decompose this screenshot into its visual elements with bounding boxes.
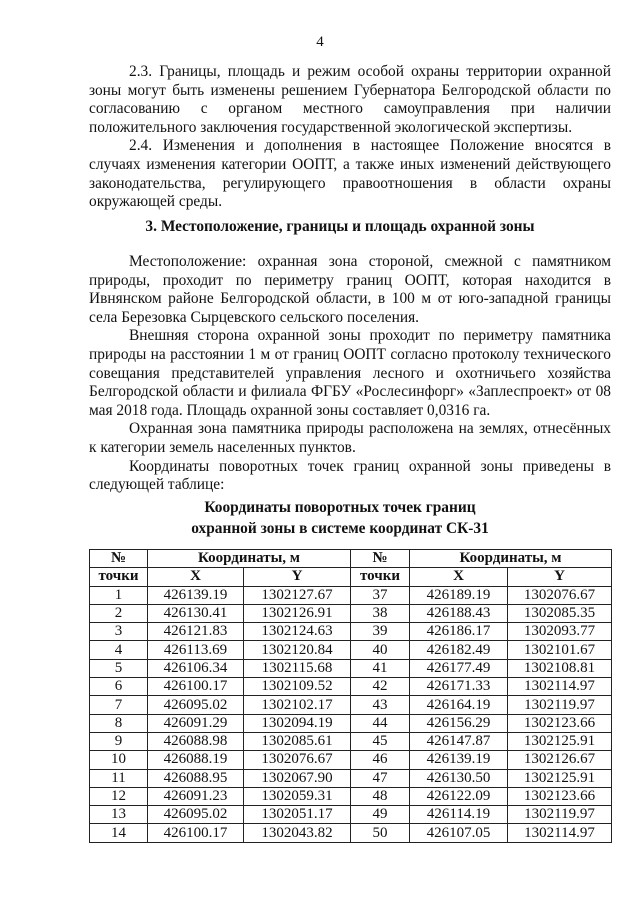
cell-x-left: 426121.83 xyxy=(148,623,244,641)
cell-x-right: 426164.19 xyxy=(410,696,508,714)
cell-point-right: 38 xyxy=(351,604,410,622)
cell-point-right: 50 xyxy=(351,824,410,842)
cell-x-left: 426091.29 xyxy=(148,714,244,732)
header-y-right: Y xyxy=(508,568,612,586)
table-row xyxy=(90,824,612,842)
cell-x-right: 426186.17 xyxy=(410,623,508,641)
table-row xyxy=(90,641,612,659)
table-body xyxy=(90,586,612,842)
header-point-number-left: № xyxy=(90,550,148,568)
table-row xyxy=(90,714,612,732)
cell-y-right: 1302114.97 xyxy=(508,678,612,696)
cell-point-left: 2 xyxy=(90,604,148,622)
cell-x-left: 426088.98 xyxy=(148,732,244,750)
cell-y-left: 1302115.68 xyxy=(244,659,351,677)
cell-point-left: 9 xyxy=(90,732,148,750)
cell-x-left: 426088.19 xyxy=(148,751,244,769)
cell-y-right: 1302123.66 xyxy=(508,787,612,805)
header-point-label-right: точки xyxy=(351,568,410,586)
header-x-left: X xyxy=(148,568,244,586)
paragraph-coordinates-intro: Координаты поворотных точек границ охранной зоны приведены в следующей таблице: xyxy=(89,457,611,494)
cell-x-right: 426156.29 xyxy=(410,714,508,732)
cell-x-right: 426182.49 xyxy=(410,641,508,659)
coordinates-table xyxy=(89,549,612,843)
cell-y-right: 1302119.97 xyxy=(508,806,612,824)
page-number: 4 xyxy=(316,34,324,50)
cell-y-right: 1302076.67 xyxy=(508,586,612,604)
cell-y-left: 1302043.82 xyxy=(244,824,351,842)
cell-x-left: 426113.69 xyxy=(148,641,244,659)
table-title-line-2: охранной зоны в системе координат СК-31 xyxy=(191,520,489,537)
header-coordinates-right: Координаты, м xyxy=(410,550,612,568)
table-row xyxy=(90,806,612,824)
header-x-right: X xyxy=(410,568,508,586)
cell-x-right: 426122.09 xyxy=(410,787,508,805)
cell-point-right: 46 xyxy=(351,751,410,769)
cell-point-right: 40 xyxy=(351,641,410,659)
table-row xyxy=(90,696,612,714)
cell-point-right: 48 xyxy=(351,787,410,805)
cell-y-right: 1302125.91 xyxy=(508,769,612,787)
cell-x-left: 426095.02 xyxy=(148,806,244,824)
cell-y-right: 1302114.97 xyxy=(508,824,612,842)
cell-y-left: 1302067.90 xyxy=(244,769,351,787)
header-point-label-left: точки xyxy=(90,568,148,586)
cell-point-right: 47 xyxy=(351,769,410,787)
cell-y-left: 1302109.52 xyxy=(244,678,351,696)
cell-point-left: 7 xyxy=(90,696,148,714)
table-title xyxy=(0,497,640,539)
cell-x-right: 426189.19 xyxy=(410,586,508,604)
cell-x-right: 426114.19 xyxy=(410,806,508,824)
header-y-left: Y xyxy=(244,568,351,586)
cell-y-right: 1302085.35 xyxy=(508,604,612,622)
table-header-row-2 xyxy=(90,568,612,586)
cell-point-left: 8 xyxy=(90,714,148,732)
cell-x-right: 426130.50 xyxy=(410,769,508,787)
cell-point-right: 37 xyxy=(351,586,410,604)
cell-point-left: 1 xyxy=(90,586,148,604)
cell-point-right: 45 xyxy=(351,732,410,750)
table-row xyxy=(90,586,612,604)
table-row xyxy=(90,787,612,805)
cell-x-right: 426107.05 xyxy=(410,824,508,842)
paragraph-outer-boundary: Внешняя сторона охранной зоны проходит по периметру памятника природы на расстоянии 1 м от границ ООПТ согласно протоколу технического совещания представителей управления лесного и охотничьего хозяйства Белгородской области и филиала ФГБУ «Рослесинфорг» «Заплеспроект» от 08 мая 2018 года. Площадь охранной зоны составляет 0,0316 га. xyxy=(89,327,611,419)
table-row xyxy=(90,623,612,641)
cell-x-left: 426100.17 xyxy=(148,824,244,842)
cell-point-right: 39 xyxy=(351,623,410,641)
cell-x-right: 426188.43 xyxy=(410,604,508,622)
cell-x-left: 426130.41 xyxy=(148,604,244,622)
table-row xyxy=(90,751,612,769)
intro-text xyxy=(89,63,611,212)
cell-x-left: 426095.02 xyxy=(148,696,244,714)
paragraph-location: Местоположение: охранная зона стороной, смежной с памятником природы, проходит по периметру границ ООПТ, которая находится в Ивнянском районе Белгородской области, в 100 м от юго-западной границы села Березовка Сырцевского сельского поселения. xyxy=(89,253,611,326)
cell-point-right: 42 xyxy=(351,678,410,696)
cell-y-right: 1302101.67 xyxy=(508,641,612,659)
table-row xyxy=(90,769,612,787)
cell-y-left: 1302051.17 xyxy=(244,806,351,824)
section-heading: 3. Местоположение, границы и площадь охранной зоны xyxy=(145,218,535,235)
cell-point-left: 6 xyxy=(90,678,148,696)
cell-x-left: 426088.95 xyxy=(148,769,244,787)
cell-x-right: 426139.19 xyxy=(410,751,508,769)
header-coordinates-left: Координаты, м xyxy=(148,550,351,568)
cell-point-left: 14 xyxy=(90,824,148,842)
cell-x-left: 426106.34 xyxy=(148,659,244,677)
cell-y-left: 1302076.67 xyxy=(244,751,351,769)
cell-y-left: 1302127.67 xyxy=(244,586,351,604)
cell-x-left: 426139.19 xyxy=(148,586,244,604)
cell-point-right: 41 xyxy=(351,659,410,677)
cell-y-right: 1302123.66 xyxy=(508,714,612,732)
table-title-line-1: Координаты поворотных точек границ xyxy=(204,499,476,516)
cell-point-left: 13 xyxy=(90,806,148,824)
header-point-number-right: № xyxy=(351,550,410,568)
cell-y-left: 1302094.19 xyxy=(244,714,351,732)
table-row xyxy=(90,659,612,677)
cell-x-left: 426100.17 xyxy=(148,678,244,696)
cell-x-right: 426171.33 xyxy=(410,678,508,696)
table-header-row-1 xyxy=(90,550,612,568)
cell-y-left: 1302085.61 xyxy=(244,732,351,750)
cell-y-left: 1302126.91 xyxy=(244,604,351,622)
paragraph-2-4: 2.4. Изменения и дополнения в настоящее Положение вносятся в случаях изменения категории ООПТ, а также иных изменений действующего законодательства, регулирующего правоотношения в области охраны окружающей среды. xyxy=(89,137,611,211)
cell-point-right: 44 xyxy=(351,714,410,732)
cell-x-right: 426147.87 xyxy=(410,732,508,750)
cell-x-left: 426091.23 xyxy=(148,787,244,805)
cell-y-right: 1302119.97 xyxy=(508,696,612,714)
cell-y-right: 1302108.81 xyxy=(508,659,612,677)
cell-y-right: 1302125.91 xyxy=(508,732,612,750)
section-text xyxy=(89,253,611,495)
cell-point-left: 4 xyxy=(90,641,148,659)
paragraph-land-category: Охранная зона памятника природы расположена на землях, отнесённых к категории земель населенных пунктов. xyxy=(89,420,611,456)
cell-y-left: 1302120.84 xyxy=(244,641,351,659)
cell-y-left: 1302124.63 xyxy=(244,623,351,641)
table-row xyxy=(90,678,612,696)
cell-point-right: 49 xyxy=(351,806,410,824)
paragraph-2-3: 2.3. Границы, площадь и режим особой охраны территории охранной зоны могут быть изменены решением Губернатора Белгородской области по согласованию с органом местного самоуправления при наличии положительного заключения государственной экологической экспертизы. xyxy=(89,63,611,136)
table-row xyxy=(90,732,612,750)
cell-y-left: 1302059.31 xyxy=(244,787,351,805)
cell-point-left: 12 xyxy=(90,787,148,805)
cell-point-left: 5 xyxy=(90,659,148,677)
cell-y-right: 1302093.77 xyxy=(508,623,612,641)
cell-point-left: 10 xyxy=(90,751,148,769)
cell-y-right: 1302126.67 xyxy=(508,751,612,769)
cell-point-left: 11 xyxy=(90,769,148,787)
table-row xyxy=(90,604,612,622)
cell-y-left: 1302102.17 xyxy=(244,696,351,714)
cell-x-right: 426177.49 xyxy=(410,659,508,677)
cell-point-right: 43 xyxy=(351,696,410,714)
cell-point-left: 3 xyxy=(90,623,148,641)
